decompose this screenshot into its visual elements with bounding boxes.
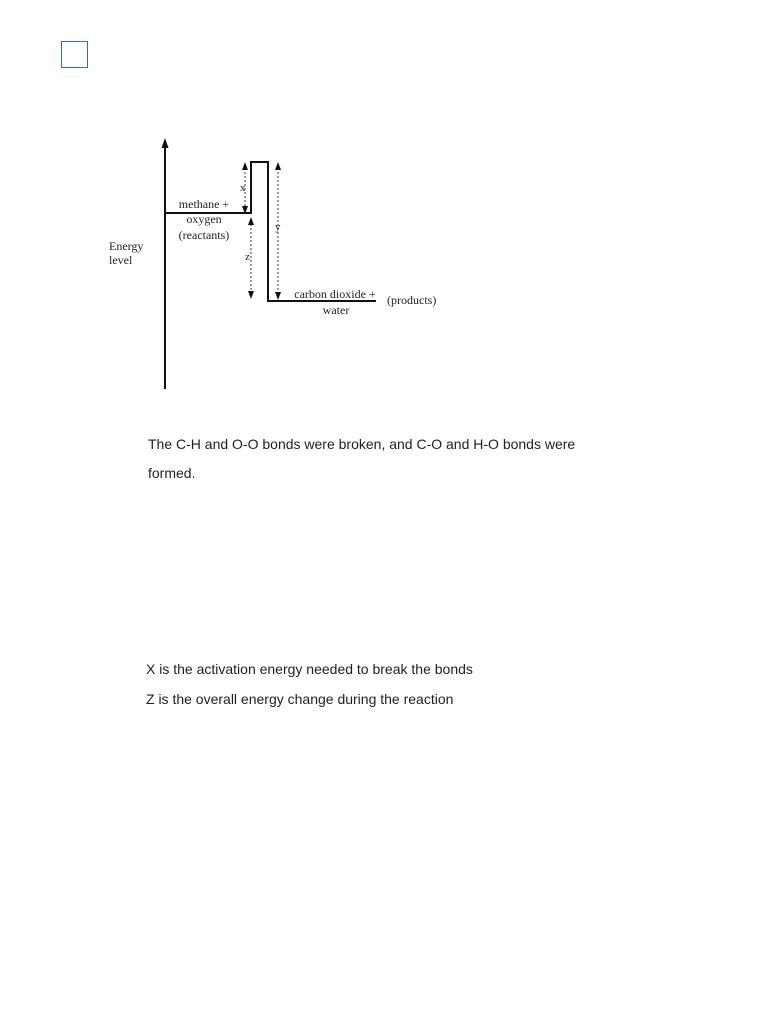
products-tag: (products) <box>387 293 437 307</box>
products-label-line1: carbon dioxide + <box>294 287 376 301</box>
energy-level-diagram <box>100 130 460 395</box>
y-arrow-head-up <box>275 162 281 170</box>
x-arrow-head-up <box>242 162 248 170</box>
reactants-label-line3: (reactants) <box>178 228 230 242</box>
reactants-label-line1: methane + <box>178 197 230 211</box>
label-y: y <box>275 221 281 233</box>
z-arrow-head-down <box>248 291 254 299</box>
energy-axis-arrowhead <box>162 138 169 148</box>
label-z: z <box>245 251 250 263</box>
axis-label-level: level <box>109 253 133 267</box>
y-arrow-head-down <box>275 292 281 300</box>
note-energy-change: Z is the overall energy change during the reaction <box>146 691 454 707</box>
z-arrow-head-up <box>248 217 254 225</box>
products-label-line2: water <box>322 303 350 317</box>
label-x: x <box>240 182 246 194</box>
axis-label-energy: Energy <box>109 239 144 253</box>
reactants-label-line2: oxygen <box>186 212 222 226</box>
answer-text: The C-H and O-O bonds were broken, and C-O and H-O bonds were formed. <box>148 436 576 481</box>
note-activation-energy: X is the activation energy needed to break the bonds <box>146 661 473 677</box>
explanation-notes <box>146 660 616 720</box>
answer-checkbox[interactable] <box>61 41 88 68</box>
